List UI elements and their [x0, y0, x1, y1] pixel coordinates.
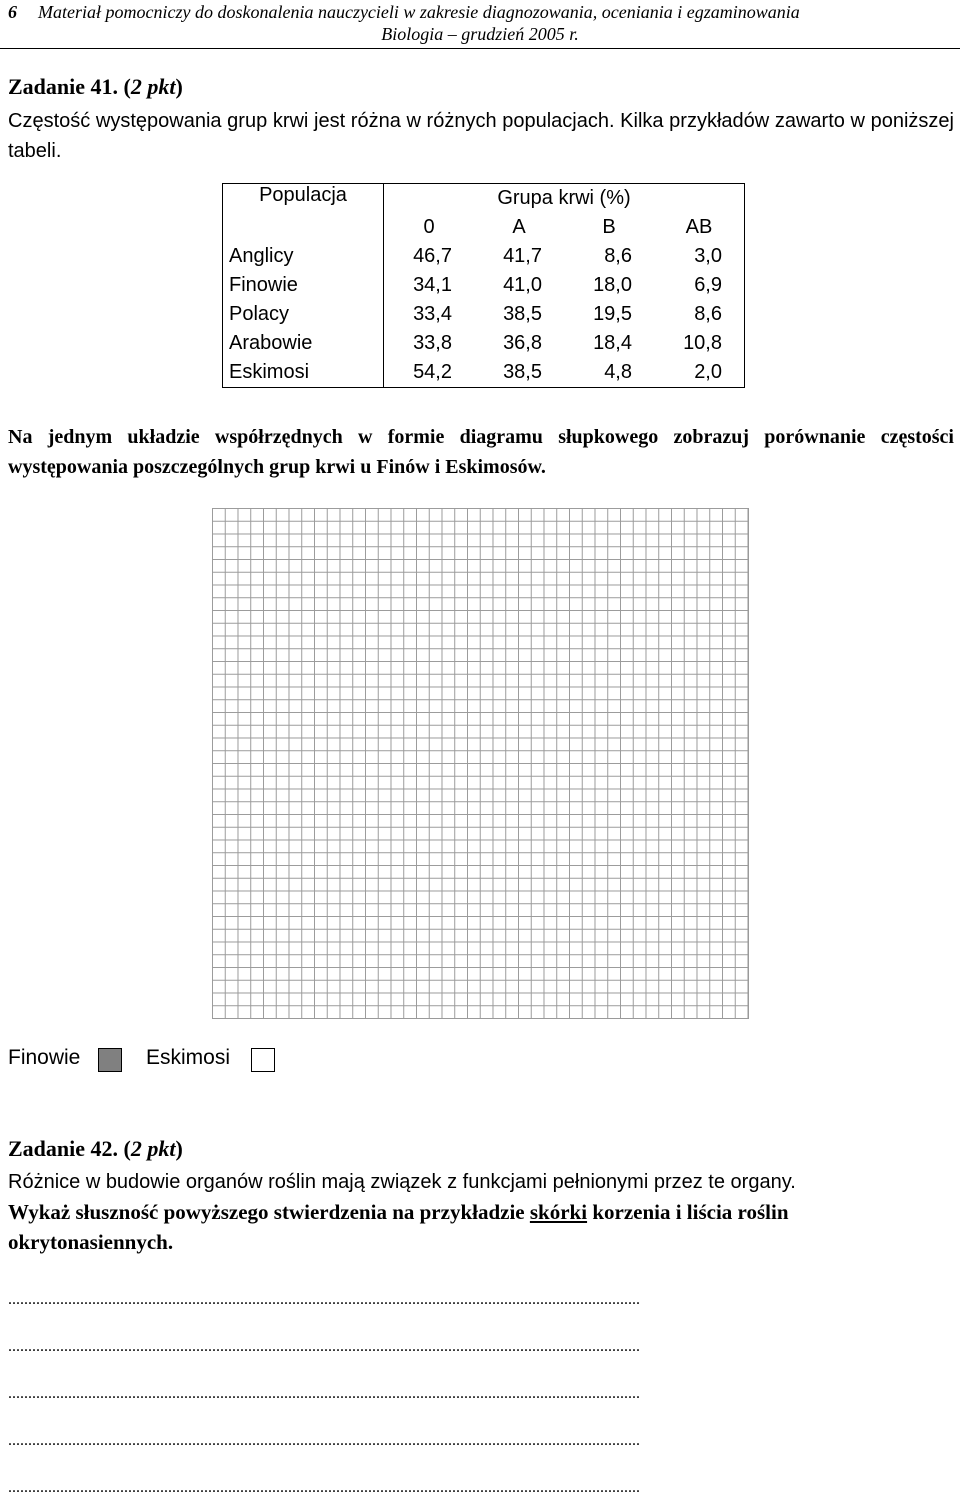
- row-name: Finowie: [223, 271, 384, 300]
- column-header-population: Populacja: [223, 184, 384, 243]
- answer-line[interactable]: ..............................................................................................................................................................: [8, 1433, 640, 1449]
- column-header-blood-group: Grupa krwi (%): [384, 184, 745, 214]
- task-41-points: (2 pkt): [123, 74, 183, 99]
- legend-label-eskimosi: Eskimosi: [146, 1046, 231, 1069]
- cell-ab: 10,8: [654, 329, 745, 358]
- blood-group-table: [222, 183, 745, 388]
- subheader-0: 0: [423, 216, 435, 238]
- legend-label-finowie: Finowie: [8, 1046, 81, 1069]
- table-row: [223, 271, 745, 300]
- task-41-intro: Częstość występowania grup krwi jest różna w różnych populacjach. Kilka przykładów zawarto w poniższej tabeli.: [8, 110, 954, 162]
- header-line-2: Biologia – grudzień 2005 r.: [381, 24, 579, 44]
- task-42-title: [8, 1136, 183, 1162]
- cell-ab: 6,9: [654, 271, 745, 300]
- legend-swatch-eskimosi: [251, 1048, 275, 1072]
- cell-a: 38,5: [474, 358, 564, 388]
- cell-0: 54,2: [384, 358, 475, 388]
- cell-b: 4,8: [564, 358, 654, 388]
- cell-0: 46,7: [413, 245, 452, 267]
- header-line-1: Materiał pomocniczy do doskonalenia nauczycieli w zakresie diagnozowania, oceniania i egzaminowania: [38, 2, 800, 22]
- subheader-b: B: [602, 216, 616, 238]
- task-42-number: Zadanie 42.: [8, 1136, 119, 1161]
- task-41-number: Zadanie 41.: [8, 74, 119, 99]
- row-name: Eskimosi: [223, 358, 384, 388]
- row-name: Anglicy: [223, 242, 384, 271]
- page-header: [0, 0, 960, 49]
- cell-0: 34,1: [413, 274, 452, 296]
- cell-ab: 3,0: [654, 242, 745, 271]
- cell-ab: 8,6: [654, 300, 745, 329]
- cell-ab: 2,0: [654, 358, 745, 388]
- cell-a: 41,7: [503, 245, 542, 267]
- cell-a: 41,0: [503, 274, 542, 296]
- cell-a: 38,5: [503, 303, 542, 325]
- task-42-instruction: Wykaż słuszność powyższego stwierdzenia na przykładzie skórki korzenia i liścia roślin okrytonasiennych.: [8, 1200, 789, 1254]
- underlined-word: skórki: [529, 1200, 588, 1224]
- cell-a: 36,8: [503, 332, 542, 354]
- answer-line[interactable]: ..............................................................................................................................................................: [8, 1339, 640, 1355]
- task-41-title: [8, 74, 183, 100]
- legend-swatch-finowie: [98, 1048, 122, 1072]
- row-name: Arabowie: [223, 329, 384, 358]
- table-row: [223, 300, 745, 329]
- answer-line[interactable]: ..............................................................................................................................................................: [8, 1292, 640, 1308]
- task-41-instruction: Na jednym układzie współrzędnych w formie diagramu słupkowego zobrazuj porównanie częstości występowania poszczególnych grup krwi u Finów i Eskimosów.: [8, 426, 954, 478]
- row-name: Polacy: [223, 300, 384, 329]
- cell-0: 33,8: [413, 332, 452, 354]
- graph-paper-grid[interactable]: [212, 508, 749, 1019]
- subheader-ab: AB: [654, 213, 745, 242]
- cell-b: 18,4: [593, 332, 632, 354]
- table-row: [223, 329, 745, 358]
- table-row: [223, 358, 745, 388]
- page-number: 6: [8, 2, 17, 22]
- table-row: [223, 242, 745, 271]
- cell-b: 8,6: [604, 245, 632, 267]
- cell-b: 18,0: [593, 274, 632, 296]
- task-42-points: (2 pkt): [123, 1136, 183, 1161]
- answer-line[interactable]: ..............................................................................................................................................................: [8, 1480, 640, 1496]
- cell-0: 33,4: [413, 303, 452, 325]
- task-42-intro: Różnice w budowie organów roślin mają związek z funkcjami pełnionymi przez te organy.: [8, 1171, 796, 1193]
- subheader-a: A: [512, 216, 526, 238]
- cell-b: 19,5: [593, 303, 632, 325]
- answer-line[interactable]: ..............................................................................................................................................................: [8, 1386, 640, 1402]
